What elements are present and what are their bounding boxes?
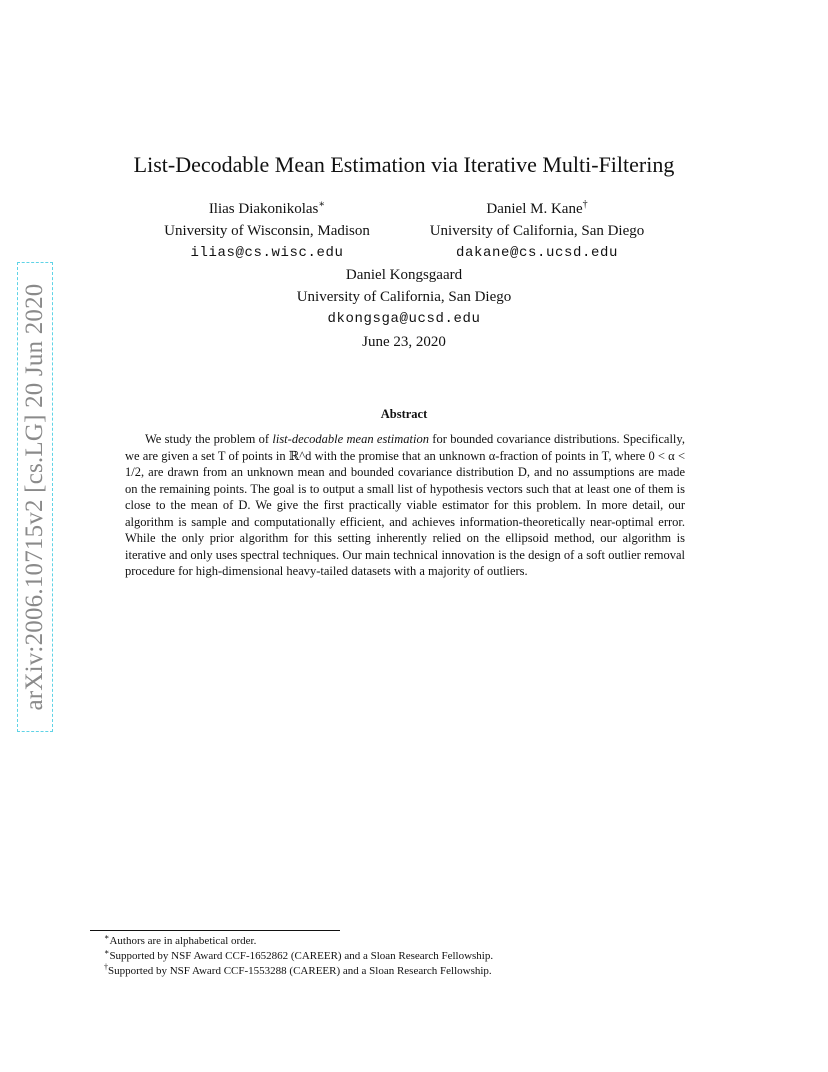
author-block — [254, 264, 554, 330]
author-affiliation: University of California, San Diego — [296, 289, 512, 305]
author-email[interactable]: ilias@cs.wisc.edu — [190, 245, 344, 261]
author-mark: ∗ — [318, 199, 326, 210]
author-block — [387, 198, 687, 264]
footnote-text: Supported by NSF Award CCF-1652862 (CAREER) and a Sloan Research Fellowship. — [109, 950, 494, 962]
author-affiliation: University of Wisconsin, Madison — [164, 223, 370, 239]
author-email[interactable]: dkongsga@ucsd.edu — [327, 311, 481, 327]
abstract-text — [125, 431, 685, 580]
author-affiliation: University of California, San Diego — [429, 223, 645, 239]
author-name: Ilias Diakonikolas — [208, 201, 319, 217]
paper-date: June 23, 2020 — [362, 334, 446, 350]
footnote-divider — [90, 930, 340, 931]
author-email[interactable]: dakane@cs.ucsd.edu — [455, 245, 619, 261]
arxiv-stamp — [17, 262, 53, 732]
footnotes — [104, 934, 704, 979]
footnote-mark: † — [104, 962, 108, 972]
footnote-mark: ∗ — [104, 932, 110, 942]
author-name: Daniel M. Kane — [486, 201, 583, 217]
abstract-emphasis: list-decodable mean estimation — [272, 432, 429, 446]
author-block — [117, 198, 417, 264]
footnote — [104, 964, 704, 979]
footnote — [104, 949, 704, 964]
arxiv-stamp-text: arXiv:2006.10715v2 [cs.LG] 20 Jun 2020 — [21, 283, 48, 711]
footnote-text: Supported by NSF Award CCF-1553288 (CAREER) and a Sloan Research Fellowship. — [108, 965, 492, 977]
footnote-text: Authors are in alphabetical order. — [109, 935, 257, 947]
footnote-mark: ∗ — [104, 947, 110, 957]
abstract-body: for bounded covariance distributions. Specifically, we are given a set T of points in ℝ^d with the promise that an unknown α-fraction of points in T, where 0 < α < 1/2, are drawn from an unknown mean and bounded covariance distribution D, and no assumptions are made on the remaining points. The goal is to output a small list of hypothesis vectors such that at least one of them is close to the mean of D. We give the first practically viable estimator for this problem. In more detail, our algorithm is sample and computationally efficient, and achieves information-theoretically near-optimal error. While the only prior algorithm for this setting inherently relied on the ellipsoid method, our algorithm is iterative and only uses spectral techniques. Our main technical innovation is the design of a soft outlier removal procedure for high-dimensional heavy-tailed datasets with a majority of outliers. — [125, 432, 685, 578]
author-mark: † — [582, 199, 588, 210]
paper-title: List-Decodable Mean Estimation via Iterative Multi-Filtering — [133, 152, 675, 177]
abstract-lead: We study the problem of — [145, 432, 273, 446]
author-name: Daniel Kongsgaard — [345, 267, 463, 283]
footnote — [104, 934, 704, 949]
abstract-heading: Abstract — [380, 407, 428, 421]
